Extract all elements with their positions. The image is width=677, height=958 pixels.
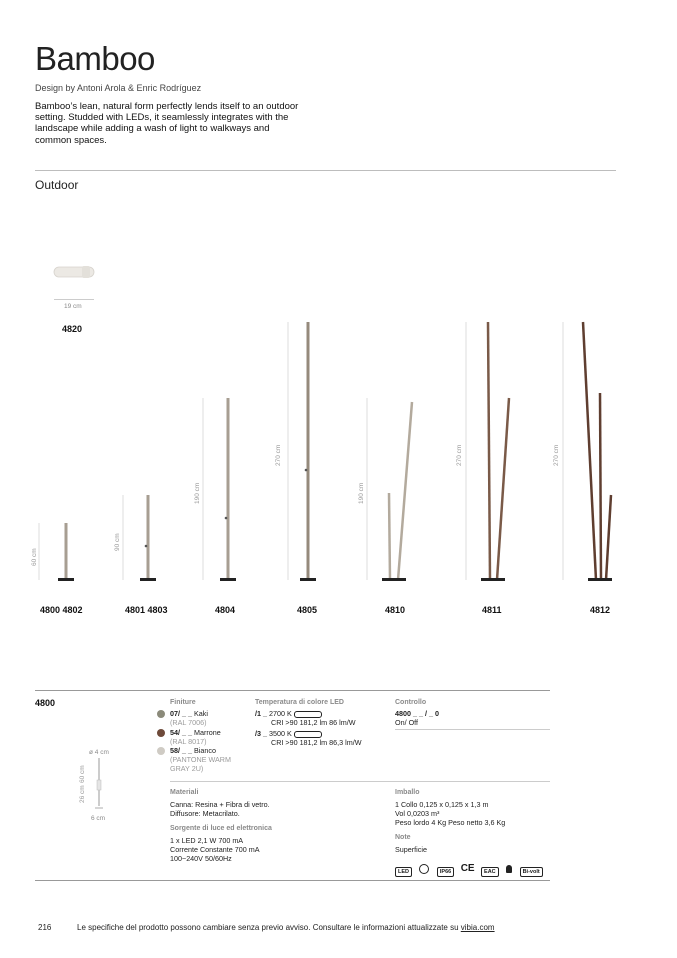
energy-class-icon <box>294 711 322 718</box>
spec-bollard-drawing <box>94 758 104 810</box>
finishes-title: Finiture <box>170 699 196 706</box>
materials-line: Diffusore: Metacrilato. <box>170 809 240 818</box>
bivolt-badge: Bi-volt <box>520 867 543 877</box>
model-label-4800-4802: 4800 4802 <box>40 605 83 615</box>
finish-name: Kaki <box>193 709 208 718</box>
finish-swatch-bianco <box>157 747 165 755</box>
footer-text: Le specifiche del prodotto possono cambiare senza previo avviso. Consultare le informazioni attualizzate su <box>77 923 459 932</box>
finish-code: 07/ _ _ <box>170 709 192 718</box>
control-value: On/ Off <box>395 718 419 727</box>
color-temp-detail: CRI >90 181,2 lm 86 lm/W <box>271 718 356 727</box>
page-title: Bamboo <box>35 40 155 77</box>
bollard-4805 <box>300 322 316 581</box>
color-temp-3500 <box>255 729 322 738</box>
designer-credit: Design by Antoni Arola & Enric Rodríguez <box>35 83 202 93</box>
light-source-title: Sorgente di luce ed elettronica <box>170 825 272 832</box>
product-description: Bamboo’s lean, natural form perfectly lends itself to an outdoor setting. Studded with LEDs, it seamlessly integrates with the landscape while adding a wash of light to walkways and common spaces. <box>35 101 299 146</box>
height-label-4810: 190 cm <box>358 482 365 504</box>
spec-height-outer: 60 cm <box>79 765 86 783</box>
materials-title: Materiali <box>170 789 199 796</box>
page-number: 216 <box>38 923 52 932</box>
packaging-line: Vol 0,0203 m³ <box>395 809 440 818</box>
model-label-4805: 4805 <box>297 605 318 615</box>
bulb-icon <box>506 865 512 873</box>
color-temp-2700 <box>255 709 322 718</box>
spec-height-inner: 26 cm <box>79 785 86 803</box>
height-label-4801: 90 cm <box>114 533 121 551</box>
color-temp-value: 3500 K <box>269 729 292 738</box>
materials-line: Canna: Resina + Fibra di vetro. <box>170 800 270 809</box>
finish-code: 58/ _ _ <box>170 746 192 755</box>
light-source-line: Corrente Constante 700 mA <box>170 845 260 854</box>
color-temp-value: 2700 K <box>269 709 292 718</box>
control-code: 4800 _ _ / _ 0 <box>395 709 439 718</box>
control-rule <box>395 729 550 730</box>
bollard-4811 <box>481 322 509 581</box>
spec-mid-rule <box>170 781 550 782</box>
packaging-title: Imballo <box>395 789 420 796</box>
ce-mark: CE <box>460 863 475 875</box>
height-label-4805: 270 cm <box>275 444 282 466</box>
model-label-4804: 4804 <box>215 605 236 615</box>
control-title: Controllo <box>395 699 427 706</box>
packaging-line: 1 Collo 0,125 x 0,125 x 1,3 m <box>395 800 489 809</box>
finish-note: (PANTONE WARM GRAY 2U) <box>170 755 231 774</box>
model-label-4810: 4810 <box>385 605 406 615</box>
color-temp-code: /1 _ <box>255 709 267 718</box>
height-label-4812: 270 cm <box>553 444 560 466</box>
ip66-badge: IP66 <box>437 867 454 877</box>
spec-top-rule <box>35 690 550 691</box>
wall-lamp-width-label: 19 cm <box>64 303 82 310</box>
color-temp-title: Temperatura di colore LED <box>255 699 344 706</box>
spec-model: 4800 <box>35 698 56 708</box>
section-title: Outdoor <box>35 178 79 192</box>
bollard-4810 <box>382 402 412 581</box>
notes-title: Note <box>395 834 411 841</box>
model-label-4812: 4812 <box>590 605 611 615</box>
eac-badge: EAC <box>481 867 499 877</box>
recycle-icon <box>419 864 429 874</box>
header-divider <box>35 170 616 171</box>
spec-bottom-rule <box>35 880 550 881</box>
finish-name: Bianco <box>193 746 216 755</box>
bollard-4801 <box>140 495 156 581</box>
packaging-line: Peso lordo 4 Kg Peso netto 3,6 Kg <box>395 818 506 827</box>
color-temp-detail: CRI >90 181,2 lm 86,3 lm/W <box>271 738 362 747</box>
finish-swatch-kaki <box>157 710 165 718</box>
bollard-lineup-drawing <box>0 315 677 590</box>
wall-lamp-dimension-line <box>54 299 94 300</box>
bollard-4812 <box>583 322 612 581</box>
wall-lamp-model: 4820 <box>62 324 83 334</box>
model-label-4811: 4811 <box>482 605 502 615</box>
footer-note <box>77 923 495 932</box>
height-label-4804: 190 cm <box>194 482 201 504</box>
certification-badges <box>395 860 543 878</box>
bollard-4804 <box>220 398 236 581</box>
spec-diameter: ø 4 cm <box>89 749 109 756</box>
color-temp-code: /3 _ <box>255 729 267 738</box>
height-label-4800: 60 cm <box>31 548 38 566</box>
notes-value: Superficie <box>395 845 427 854</box>
finish-swatch-marrone <box>157 729 165 737</box>
model-label-4801-4803: 4801 4803 <box>125 605 168 615</box>
led-badge: LED <box>395 867 412 877</box>
energy-class-icon <box>294 731 322 738</box>
footer-link[interactable]: vibia.com <box>460 923 495 932</box>
light-source-line: 1 x LED 2,1 W 700 mA <box>170 836 244 845</box>
finish-code: 54/ _ _ <box>170 728 192 737</box>
finish-note: (RAL 8017) <box>170 737 207 746</box>
finish-note: (RAL 7006) <box>170 718 207 727</box>
light-source-line: 100~240V 50/60Hz <box>170 854 232 863</box>
finish-name: Marrone <box>193 728 221 737</box>
height-label-4811: 270 cm <box>456 444 463 466</box>
wall-lamp-image <box>52 265 96 279</box>
spec-base-width: 6 cm <box>91 815 106 822</box>
bollard-4800 <box>58 523 74 581</box>
